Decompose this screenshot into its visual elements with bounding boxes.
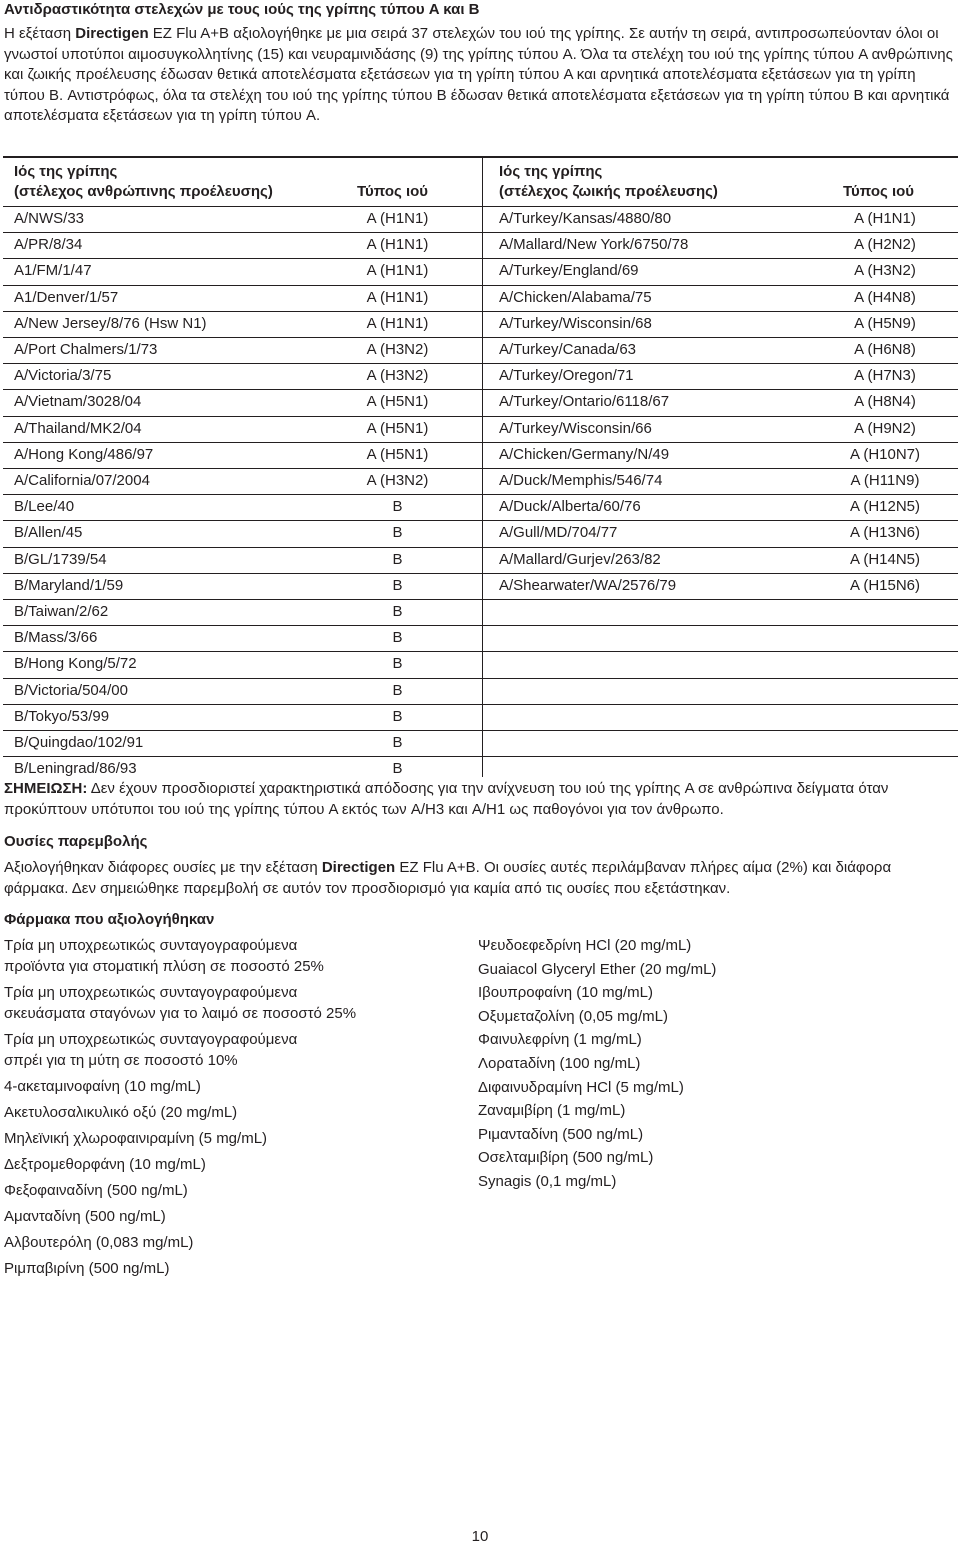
animal-type-cell: A (H3N2) bbox=[854, 262, 916, 279]
human-type-cell: B bbox=[392, 551, 403, 568]
animal-strain-cell: A/Duck/Memphis/546/74 bbox=[499, 472, 663, 489]
animal-strain-header bbox=[499, 162, 718, 202]
table-row-line bbox=[3, 678, 958, 679]
human-type-cell: A (H3N2) bbox=[366, 341, 429, 358]
drug-item: Ακετυλοσαλικυλικό οξύ (20 mg/mL) bbox=[4, 1104, 238, 1121]
table-row-line bbox=[3, 258, 958, 259]
animal-strain-cell: A/Shearwater/WA/2576/79 bbox=[499, 577, 677, 594]
animal-strain-cell: A/Duck/Alberta/60/76 bbox=[499, 498, 641, 515]
table-row-line bbox=[3, 599, 958, 600]
human-strain-cell: B/Quingdao/102/91 bbox=[14, 734, 144, 751]
human-strain-header bbox=[14, 162, 273, 202]
human-strain-cell: A/PR/8/34 bbox=[14, 236, 83, 253]
human-type-cell: B bbox=[392, 524, 403, 541]
drug-item: Φεξοφαιναδίνη (500 ng/mL) bbox=[4, 1182, 188, 1199]
animal-type-cell: A (H6N8) bbox=[854, 341, 916, 358]
interference-heading: Ουσίες παρεμβολής bbox=[4, 833, 148, 850]
human-strain-cell: B/Leningrad/86/93 bbox=[14, 760, 137, 777]
table-row-line bbox=[3, 494, 958, 495]
animal-type-cell: A (H10N7) bbox=[849, 446, 921, 463]
table-row-line bbox=[3, 416, 958, 417]
human-type-cell: A (H5N1) bbox=[366, 393, 429, 410]
human-strain-cell: A/New Jersey/8/76 (Hsw N1) bbox=[14, 315, 207, 332]
human-strain-cell: A/California/07/2004 bbox=[14, 472, 150, 489]
drug-item: Οξυμεταζολίνη (0,05 mg/mL) bbox=[478, 1008, 669, 1025]
table-row-line bbox=[3, 468, 958, 469]
interference-text-end: EZ Flu A+B. Οι ουσίες αυτές περιλάμβαναν πλήρες αίμα (2%) και διάφορα φάρμακα. Δεν σημειώθηκε παρεμβολή σε αυτόν τον προσδιορισμό για καμία από τις ουσίες που εξετάστηκαν. bbox=[4, 859, 892, 897]
table-row-line bbox=[3, 311, 958, 312]
animal-type-header: Τύπος ιού bbox=[843, 183, 915, 200]
human-strain-cell: A/Vietnam/3028/04 bbox=[14, 393, 142, 410]
human-type-cell: A (H5N1) bbox=[366, 446, 429, 463]
human-strain-cell: B/Victoria/504/00 bbox=[14, 682, 128, 699]
human-strain-cell: A/Thailand/MK2/04 bbox=[14, 420, 142, 437]
drug-item: Φαινυλεφρίνη (1 mg/mL) bbox=[478, 1031, 642, 1048]
human-type-cell: B bbox=[392, 760, 403, 777]
intro-brand: Directigen bbox=[75, 25, 149, 42]
table-row-line bbox=[3, 704, 958, 705]
table-row-line bbox=[3, 756, 958, 757]
animal-type-cell: A (H4N8) bbox=[854, 289, 916, 306]
table-row-line bbox=[3, 651, 958, 652]
table-row-line bbox=[3, 547, 958, 548]
drug-item: σπρέι για τη μύτη σε ποσοστό 10% bbox=[4, 1052, 238, 1069]
drug-item: Ριμπαβιρίνη (500 ng/mL) bbox=[4, 1260, 170, 1277]
human-strain-cell: B/Taiwan/2/62 bbox=[14, 603, 109, 620]
animal-type-cell: A (H13N6) bbox=[849, 524, 921, 541]
human-strain-cell: A/Hong Kong/486/97 bbox=[14, 446, 154, 463]
note-paragraph bbox=[4, 778, 954, 820]
human-type-cell: B bbox=[392, 655, 403, 672]
human-type-cell: A (H1N1) bbox=[366, 289, 429, 306]
animal-strain-cell: A/Turkey/Wisconsin/66 bbox=[499, 420, 652, 437]
animal-strain-cell: A/Turkey/Kansas/4880/80 bbox=[499, 210, 672, 227]
drug-item: Ιβουπροφαίνη (10 mg/mL) bbox=[478, 984, 653, 1001]
human-strain-cell: A/Port Chalmers/1/73 bbox=[14, 341, 158, 358]
human-type-cell: B bbox=[392, 682, 403, 699]
drug-item: Guaiacol Glyceryl Ether (20 mg/mL) bbox=[478, 961, 717, 978]
drugs-heading: Φάρμακα που αξιολογήθηκαν bbox=[4, 911, 215, 928]
page-number: 10 bbox=[471, 1528, 489, 1545]
animal-type-cell: A (H2N2) bbox=[854, 236, 916, 253]
drug-item: Ζαναμιβίρη (1 mg/mL) bbox=[478, 1102, 626, 1119]
animal-type-cell: A (H8N4) bbox=[854, 393, 916, 410]
animal-type-cell: A (H5N9) bbox=[854, 315, 916, 332]
interference-brand: Directigen bbox=[321, 859, 396, 876]
animal-strain-cell: A/Chicken/Germany/N/49 bbox=[499, 446, 670, 463]
intro-text-start: Η εξέταση bbox=[4, 25, 76, 42]
human-strain-cell: A/Victoria/3/75 bbox=[14, 367, 112, 384]
strain-table bbox=[3, 156, 958, 777]
drug-item: Λορατaδίνη (100 ng/mL) bbox=[478, 1055, 641, 1072]
human-type-cell: A (H1N1) bbox=[366, 262, 429, 279]
human-header-line2: (στέλεχος ανθρώπινης προέλευσης) bbox=[14, 183, 273, 200]
human-strain-cell: B/Lee/40 bbox=[14, 498, 75, 515]
animal-strain-cell: A/Mallard/New York/6750/78 bbox=[499, 236, 689, 253]
drug-item: Ριμανταδίνη (500 ng/mL) bbox=[478, 1126, 644, 1143]
table-row-line bbox=[3, 520, 958, 521]
animal-strain-cell: A/Turkey/Canada/63 bbox=[499, 341, 637, 358]
animal-strain-cell: A/Gull/MD/704/77 bbox=[499, 524, 618, 541]
human-type-cell: A (H3N2) bbox=[366, 367, 429, 384]
human-type-cell: A (H3N2) bbox=[366, 472, 429, 489]
animal-strain-cell: A/Turkey/Oregon/71 bbox=[499, 367, 634, 384]
table-row-line bbox=[3, 232, 958, 233]
drug-list-left bbox=[4, 935, 474, 1285]
table-row-line bbox=[3, 206, 958, 207]
drug-item: Synagis (0,1 mg/mL) bbox=[478, 1173, 617, 1190]
human-type-cell: B bbox=[392, 629, 403, 646]
table-row-line bbox=[3, 285, 958, 286]
animal-strain-cell: A/Chicken/Alabama/75 bbox=[499, 289, 652, 306]
human-strain-cell: B/Allen/45 bbox=[14, 524, 83, 541]
drug-item: Ψευδοεφεδρίνη HCl (20 mg/mL) bbox=[478, 937, 692, 954]
animal-strain-cell: A/Turkey/Ontario/6118/67 bbox=[499, 393, 670, 410]
animal-type-cell: A (H9N2) bbox=[854, 420, 916, 437]
table-row-line bbox=[3, 730, 958, 731]
intro-text-end: EZ Flu A+B αξιολογήθηκε με μια σειρά 37 στελεχών του ιού της γρίπης. Σε αυτήν τη σειρά, αντιπροσωπεύονταν όλοι οι γνωστοί υποτύποι αιμοσυγκολλητίνης (15) και νευραμινιδάσης (9) της γρίπης τύπου A. Όλα τα στελέχη του ιού της γρίπης τύπου A ανθρώπινης και ζωικής προέλευσης έδωσαν θετικά αποτελέσματα εξετάσεων για τη γρίπη τύπου A και αρνητικά αποτελέσματα εξετάσεων για τη γρίπη τύπου B. Αντιστρόφως, όλα τα στελέχη του ιού της γρίπης τύπου B έδωσαν θετικά αποτελέσματα εξετάσεων για τη γρίπη τύπου B και αρνητικά αποτελέσματα εξετάσεων για τη γρίπη τύπου A. bbox=[4, 25, 953, 125]
note-label: ΣΗΜΕΙΩΣΗ: bbox=[4, 780, 88, 797]
human-type-cell: B bbox=[392, 577, 403, 594]
drug-item: Τρία μη υποχρεωτικώς συνταγογραφούμενα bbox=[4, 984, 298, 1001]
table-row-line bbox=[3, 363, 958, 364]
drug-item: Δεξτρομεθορφάνη (10 mg/mL) bbox=[4, 1156, 206, 1173]
human-type-cell: A (H5N1) bbox=[366, 420, 429, 437]
animal-type-cell: A (H11N9) bbox=[850, 472, 920, 489]
drug-item: Οσελταμιβίρη (500 ng/mL) bbox=[478, 1149, 654, 1166]
animal-strain-cell: A/Turkey/Wisconsin/68 bbox=[499, 315, 652, 332]
human-type-cell: A (H1N1) bbox=[366, 210, 429, 227]
human-strain-cell: A1/FM/1/47 bbox=[14, 262, 92, 279]
table-row-line bbox=[3, 625, 958, 626]
human-strain-cell: A1/Denver/1/57 bbox=[14, 289, 119, 306]
human-strain-cell: B/Mass/3/66 bbox=[14, 629, 98, 646]
section-title: Αντιδραστικότητα στελεχών με τους ιούς της γρίπης τύπου A και B bbox=[4, 1, 480, 18]
animal-type-cell: A (H14N5) bbox=[849, 551, 921, 568]
table-row-line bbox=[3, 442, 958, 443]
table-row-line bbox=[3, 573, 958, 574]
interference-paragraph bbox=[4, 857, 956, 899]
drug-item: σκευάσματα σταγόνων για το λαιμό σε ποσοστό 25% bbox=[4, 1005, 357, 1022]
animal-strain-cell: A/Mallard/Gurjev/263/82 bbox=[499, 551, 661, 568]
human-strain-cell: A/NWS/33 bbox=[14, 210, 85, 227]
drug-item: προϊόντα για στοματική πλύση σε ποσοστό 25% bbox=[4, 958, 324, 975]
table-row-line bbox=[3, 389, 958, 390]
human-strain-cell: B/Tokyo/53/99 bbox=[14, 708, 110, 725]
table-row-line bbox=[3, 337, 958, 338]
drug-item: 4-ακεταμινοφαίνη (10 mg/mL) bbox=[4, 1078, 201, 1095]
human-type-cell: A (H1N1) bbox=[366, 236, 429, 253]
note-text: Δεν έχουν προσδιοριστεί χαρακτηριστικά απόδοσης για την ανίχνευση του ιού της γρίπης A σε ανθρώπινα δείγματα όταν προκύπτουν υπότυποι του ιού της γρίπης τύπου A εκτός των A/H3 και A/H1 ως παθογόνοι για τον άνθρωπο. bbox=[4, 780, 889, 818]
animal-type-cell: A (H7N3) bbox=[854, 367, 916, 384]
animal-type-cell: A (H15N6) bbox=[849, 577, 921, 594]
animal-header-line2: (στέλεχος ζωικής προέλευσης) bbox=[499, 183, 718, 200]
human-header-line1: Ιός της γρίπης bbox=[14, 163, 118, 180]
human-type-header: Τύπος ιού bbox=[357, 183, 429, 200]
human-type-cell: B bbox=[392, 498, 403, 515]
interference-text-start: Αξιολογήθηκαν διάφορες ουσίες με την εξέταση bbox=[4, 859, 322, 876]
human-strain-cell: B/Maryland/1/59 bbox=[14, 577, 124, 594]
human-type-cell: B bbox=[392, 708, 403, 725]
human-type-cell: A (H1N1) bbox=[366, 315, 429, 332]
intro-paragraph bbox=[4, 24, 954, 127]
animal-header-line1: Ιός της γρίπης bbox=[499, 163, 603, 180]
drug-item: Αμανταδίνη (500 ng/mL) bbox=[4, 1208, 166, 1225]
human-strain-cell: B/Hong Kong/5/72 bbox=[14, 655, 137, 672]
human-type-cell: B bbox=[392, 734, 403, 751]
animal-type-cell: A (H1N1) bbox=[854, 210, 916, 227]
animal-strain-cell: A/Turkey/England/69 bbox=[499, 262, 639, 279]
animal-type-cell: A (H12N5) bbox=[849, 498, 921, 515]
human-strain-cell: B/GL/1739/54 bbox=[14, 551, 107, 568]
drug-item: Αλβουτερόλη (0,083 mg/mL) bbox=[4, 1234, 194, 1251]
drug-item: Τρία μη υποχρεωτικώς συνταγογραφούμενα bbox=[4, 937, 298, 954]
drug-item: Τρία μη υποχρεωτικώς συνταγογραφούμενα bbox=[4, 1031, 298, 1048]
human-type-cell: B bbox=[392, 603, 403, 620]
drug-item: Διφαινυδραμίνη HCl (5 mg/mL) bbox=[478, 1079, 684, 1096]
drug-list-right bbox=[478, 935, 948, 1195]
drug-item: Μηλεϊνική χλωροφαινιραμίνη (5 mg/mL) bbox=[4, 1130, 268, 1147]
